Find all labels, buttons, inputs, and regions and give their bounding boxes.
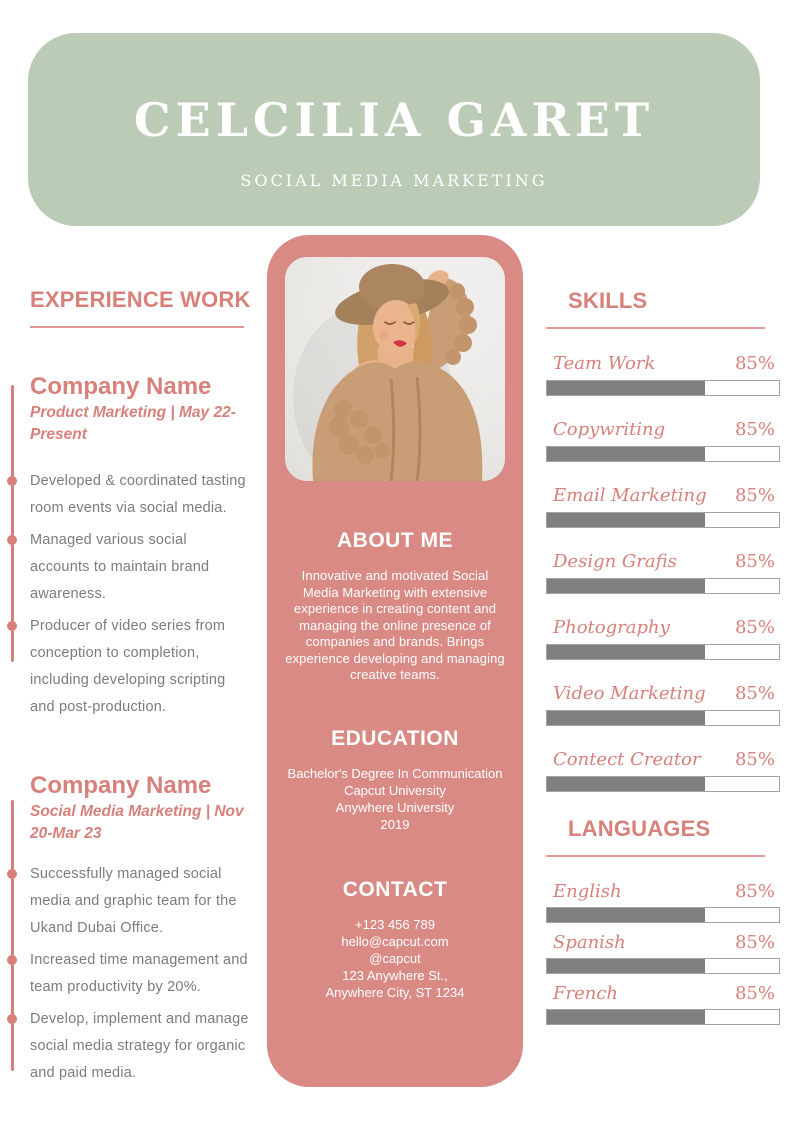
language-percent: 85% (734, 983, 775, 1004)
language-label-row (546, 881, 780, 903)
skill-label-row (546, 485, 780, 507)
skill-bar-fill (547, 381, 705, 395)
skill-name: Design Grafis (553, 551, 677, 572)
job-bullet-list (30, 861, 250, 1087)
contact-section (267, 878, 523, 1001)
language-name: Spanish (553, 932, 626, 953)
education-line: Bachelor's Degree In Communication (287, 766, 503, 781)
education-line: 2019 (380, 817, 410, 832)
skill-label-row (546, 683, 780, 705)
skill-bar-fill (547, 711, 705, 725)
skill-bar-fill (547, 777, 705, 791)
skill-name: Video Marketing (553, 683, 706, 704)
skills-divider (546, 327, 765, 329)
skill-label-row (546, 749, 780, 771)
skill-name: Team Work (553, 353, 656, 374)
skill-row (546, 485, 780, 528)
skill-percent: 85% (734, 683, 775, 704)
skill-percent: 85% (734, 749, 775, 770)
contact-line: hello@capcut.com (341, 934, 449, 949)
contact-line: Anywhere City, ST 1234 (325, 985, 465, 1000)
skill-row (546, 419, 780, 462)
skill-bar-track (546, 512, 780, 528)
skill-bar-track (546, 710, 780, 726)
person-job-title: SOCIAL MEDIA MARKETING (240, 171, 548, 190)
language-bar-track (546, 1009, 780, 1025)
language-name: English (553, 881, 622, 902)
language-bar-fill (547, 908, 705, 922)
skills-list (546, 353, 780, 792)
skill-row (546, 551, 780, 594)
about-heading: ABOUT ME (337, 529, 453, 552)
skill-bar-fill (547, 645, 705, 659)
job-meta: Social Media Marketing | Nov 20-Mar 23 (30, 803, 244, 842)
about-section (267, 529, 523, 684)
skills-column (546, 288, 780, 1034)
education-heading: EDUCATION (331, 727, 459, 750)
skill-row (546, 749, 780, 792)
contact-line: 123 Anywhere St., (342, 968, 448, 983)
skill-name: Photography (553, 617, 670, 638)
job-bullet: Managed various social accounts to maintain brand awareness. (30, 527, 250, 608)
contact-lines (267, 916, 523, 1001)
language-bar-fill (547, 959, 705, 973)
company-name: Company Name (30, 373, 212, 400)
language-label-row (546, 983, 780, 1005)
contact-line: @capcut (369, 951, 421, 966)
profile-photo-illustration (285, 257, 505, 481)
language-row (546, 983, 780, 1025)
experience-divider (30, 326, 244, 328)
skill-bar-track (546, 446, 780, 462)
skill-bar-track (546, 644, 780, 660)
job-bullet: Producer of video series from conception to completion, including developing scripting and post-production. (30, 613, 250, 721)
languages-divider (546, 855, 765, 857)
experience-heading: EXPERIENCE WORK (30, 287, 251, 312)
skill-bar-fill (547, 579, 705, 593)
skill-label-row (546, 419, 780, 441)
skill-name: Copywriting (553, 419, 666, 440)
language-percent: 85% (734, 932, 775, 953)
job-bullet-list (30, 468, 250, 721)
job-entry (30, 771, 262, 1087)
skill-bar-track (546, 776, 780, 792)
contact-line: +123 456 789 (355, 917, 435, 932)
language-label-row (546, 932, 780, 954)
language-row (546, 932, 780, 974)
education-line: Anywhere University (335, 800, 455, 815)
skill-percent: 85% (734, 617, 775, 638)
profile-photo (285, 257, 505, 481)
skill-percent: 85% (734, 485, 775, 506)
skill-name: Contect Creator (553, 749, 701, 770)
language-bar-fill (547, 1010, 705, 1024)
job-bullet: Increased time management and team productivity by 20%. (30, 947, 250, 1001)
skills-heading: SKILLS (568, 288, 648, 313)
skill-name: Email Marketing (553, 485, 707, 506)
skill-percent: 85% (734, 419, 775, 440)
skill-label-row (546, 551, 780, 573)
skill-percent: 85% (734, 353, 775, 374)
language-bar-track (546, 907, 780, 923)
languages-list (546, 881, 780, 1025)
skill-row (546, 683, 780, 726)
languages-heading: LANGUAGES (568, 816, 711, 841)
job-meta: Product Marketing | May 22-Present (30, 404, 236, 443)
company-name: Company Name (30, 772, 212, 799)
skill-bar-fill (547, 447, 705, 461)
profile-card (267, 235, 523, 1087)
contact-heading: CONTACT (342, 878, 448, 901)
job-entry (30, 372, 262, 721)
skill-label-row (546, 353, 780, 375)
skill-percent: 85% (734, 551, 775, 572)
timeline-line (11, 800, 14, 1071)
skill-bar-track (546, 578, 780, 594)
job-bullet: Successfully managed social media and graphic team for the Ukand Dubai Office. (30, 861, 250, 942)
education-lines (267, 765, 523, 833)
person-name: CELCILIA GARET (133, 93, 655, 147)
about-text: Innovative and motivated Social Media Marketing with extensive experience in creating content and managing the online presence of companies and brands. Brings experience developing and managing creative teams. (285, 568, 505, 682)
skill-row (546, 353, 780, 396)
experience-section (0, 287, 262, 1092)
skill-bar-fill (547, 513, 705, 527)
skill-row (546, 617, 780, 660)
header-card (28, 33, 760, 226)
languages-section (546, 816, 780, 1025)
skill-label-row (546, 617, 780, 639)
language-row (546, 881, 780, 923)
language-name: French (553, 983, 619, 1004)
education-line: Capcut University (344, 783, 446, 798)
language-bar-track (546, 958, 780, 974)
job-bullet: Develop, implement and manage social media strategy for organic and paid media. (30, 1006, 250, 1087)
skill-bar-track (546, 380, 780, 396)
education-section (267, 727, 523, 833)
job-bullet: Developed & coordinated tasting room events via social media. (30, 468, 250, 522)
language-percent: 85% (734, 881, 775, 902)
